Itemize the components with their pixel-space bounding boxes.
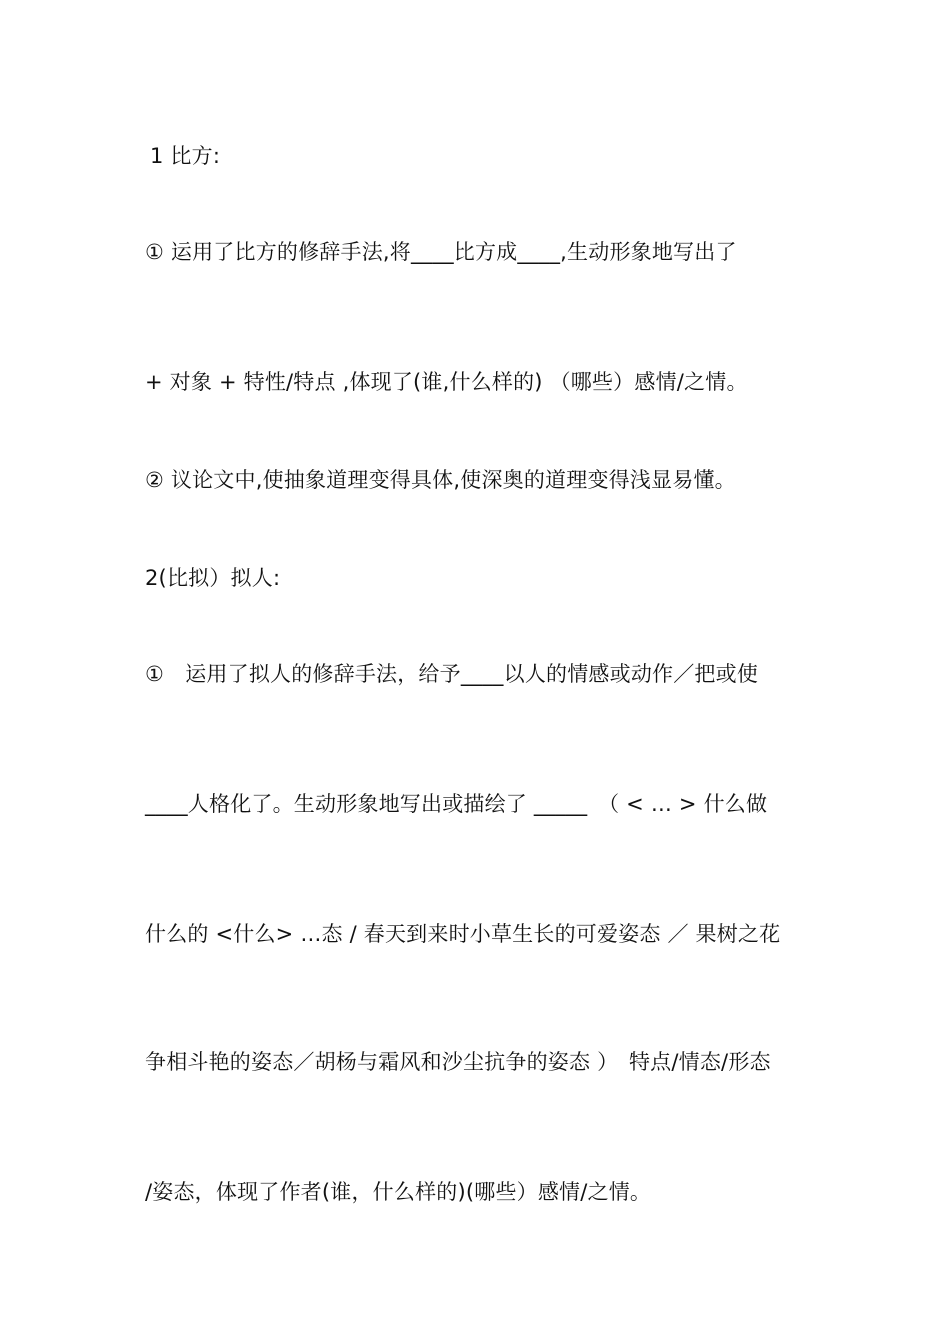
heading-metaphor: 1 比方: — [150, 144, 221, 168]
personification-cont-1: ____人格化了。生动形象地写出或描绘了 _____ （ < … > 什么做 — [145, 792, 768, 816]
personification-cont-2: 什么的 <什么> …态 / 春天到来时小草生长的可爱姿态 ／ 果树之花 — [145, 922, 781, 946]
personification-point-1: ① 运用了拟人的修辞手法，给予____以人的情感或动作／把或使 — [145, 662, 759, 686]
heading-personification: 2(比拟）拟人: — [145, 566, 281, 590]
metaphor-point-1: ① 运用了比方的修辞手法,将____比方成____,生动形象地写出了 — [145, 240, 737, 264]
personification-cont-3: 争相斗艳的姿态／胡杨与霜风和沙尘抗争的姿态 ） 特点/情态/形态 — [145, 1050, 771, 1074]
personification-cont-4: /姿态，体现了作者(谁，什么样的)(哪些）感情/之情。 — [145, 1180, 652, 1204]
metaphor-point-2: ② 议论文中,使抽象道理变得具体,使深奥的道理变得浅显易懂。 — [145, 468, 736, 492]
metaphor-point-1-cont: + 对象 + 特性/特点 ,体现了(谁,什么样的) （哪些）感情/之情。 — [145, 370, 748, 394]
